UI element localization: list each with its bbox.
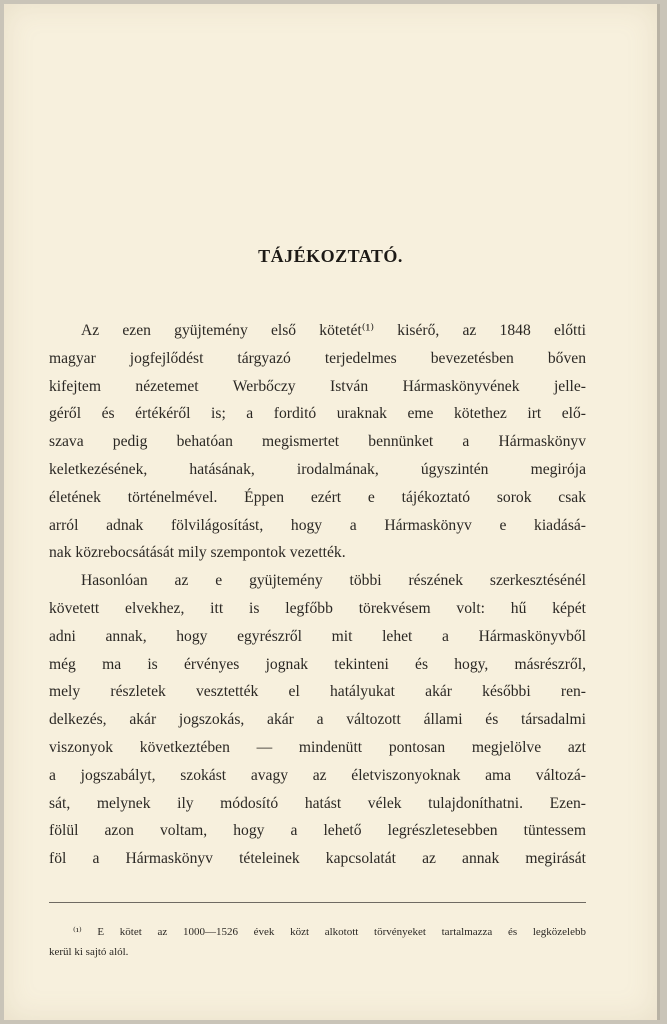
text-line: mely részletek vesztették el hatályukat akár későbbi ren- <box>49 683 586 701</box>
text-line: géről és értékéről is; a forditó uraknak eme kötethez irt elő- <box>49 405 586 423</box>
text-line: szava pedig behatóan megismertet bennünket a Hármaskönyv <box>49 433 586 451</box>
text-line: Az ezen gyüjtemény első kötetét⁽¹⁾ kisérő, az 1848 előtti <box>81 322 586 339</box>
footnote-line: kerül ki sajtó alól. <box>49 946 129 958</box>
text-line: keletkezésének, hatásának, irodalmának, úgyszintén megirója <box>49 460 586 478</box>
text-line: sát, melynek ily módosító hatást vélek tulajdoníthatni. Ezen- <box>49 794 586 812</box>
paragraph-2 <box>49 567 586 873</box>
text-line: fölül azon voltam, hogy a lehető legrészletesebben tüntessem <box>49 822 586 840</box>
text-line: magyar jogfejlődést tárgyazó terjedelmes bevezetésben bőven <box>49 349 586 367</box>
text-line: követett elvekhez, itt is legfőbb törekvésem volt: hű képét <box>49 599 586 617</box>
text-line: a jogszabályt, szokást avagy az életviszonyoknak ama változá- <box>49 766 586 784</box>
text-line: kifejtem nézetemet Werbőczy István Hármaskönyvének jelle- <box>49 377 586 395</box>
text-line: életének történelmével. Éppen ezért e tájékoztató sorok csak <box>49 488 586 506</box>
body-text <box>49 317 586 873</box>
text-line: nak közrebocsátását mily szempontok vezették. <box>49 544 346 562</box>
text-line: viszonyok következtében — mindenütt pontosan megjelölve azt <box>49 738 586 756</box>
text-line: Hasonlóan az e gyüjtemény többi részének szerkesztésénél <box>81 572 586 590</box>
page <box>4 4 660 1020</box>
text-line: adni annak, hogy egyrészről mit lehet a Hármaskönyvből <box>49 627 586 645</box>
page-title: TÁJÉKOZTATÓ. <box>258 246 403 266</box>
text-line: föl a Hármaskönyv tételeinek kapcsolatát az annak megirását <box>49 850 586 868</box>
text-line: delkezés, akár jogszokás, akár a változott állami és társadalmi <box>49 711 586 729</box>
footnote-line: ⁽¹⁾ E kötet az 1000—1526 évek közt alkotott törvényeket tartalmazza és legközelebb <box>73 926 586 938</box>
paragraph-1 <box>49 317 586 567</box>
footnote <box>49 922 586 962</box>
footnote-divider <box>49 902 586 903</box>
text-line: arról adnak fölvilágosítást, hogy a Hármaskönyv e kiadásá- <box>49 516 586 534</box>
text-line: még ma is érvényes jognak tekinteni és hogy, másrészről, <box>49 655 586 673</box>
